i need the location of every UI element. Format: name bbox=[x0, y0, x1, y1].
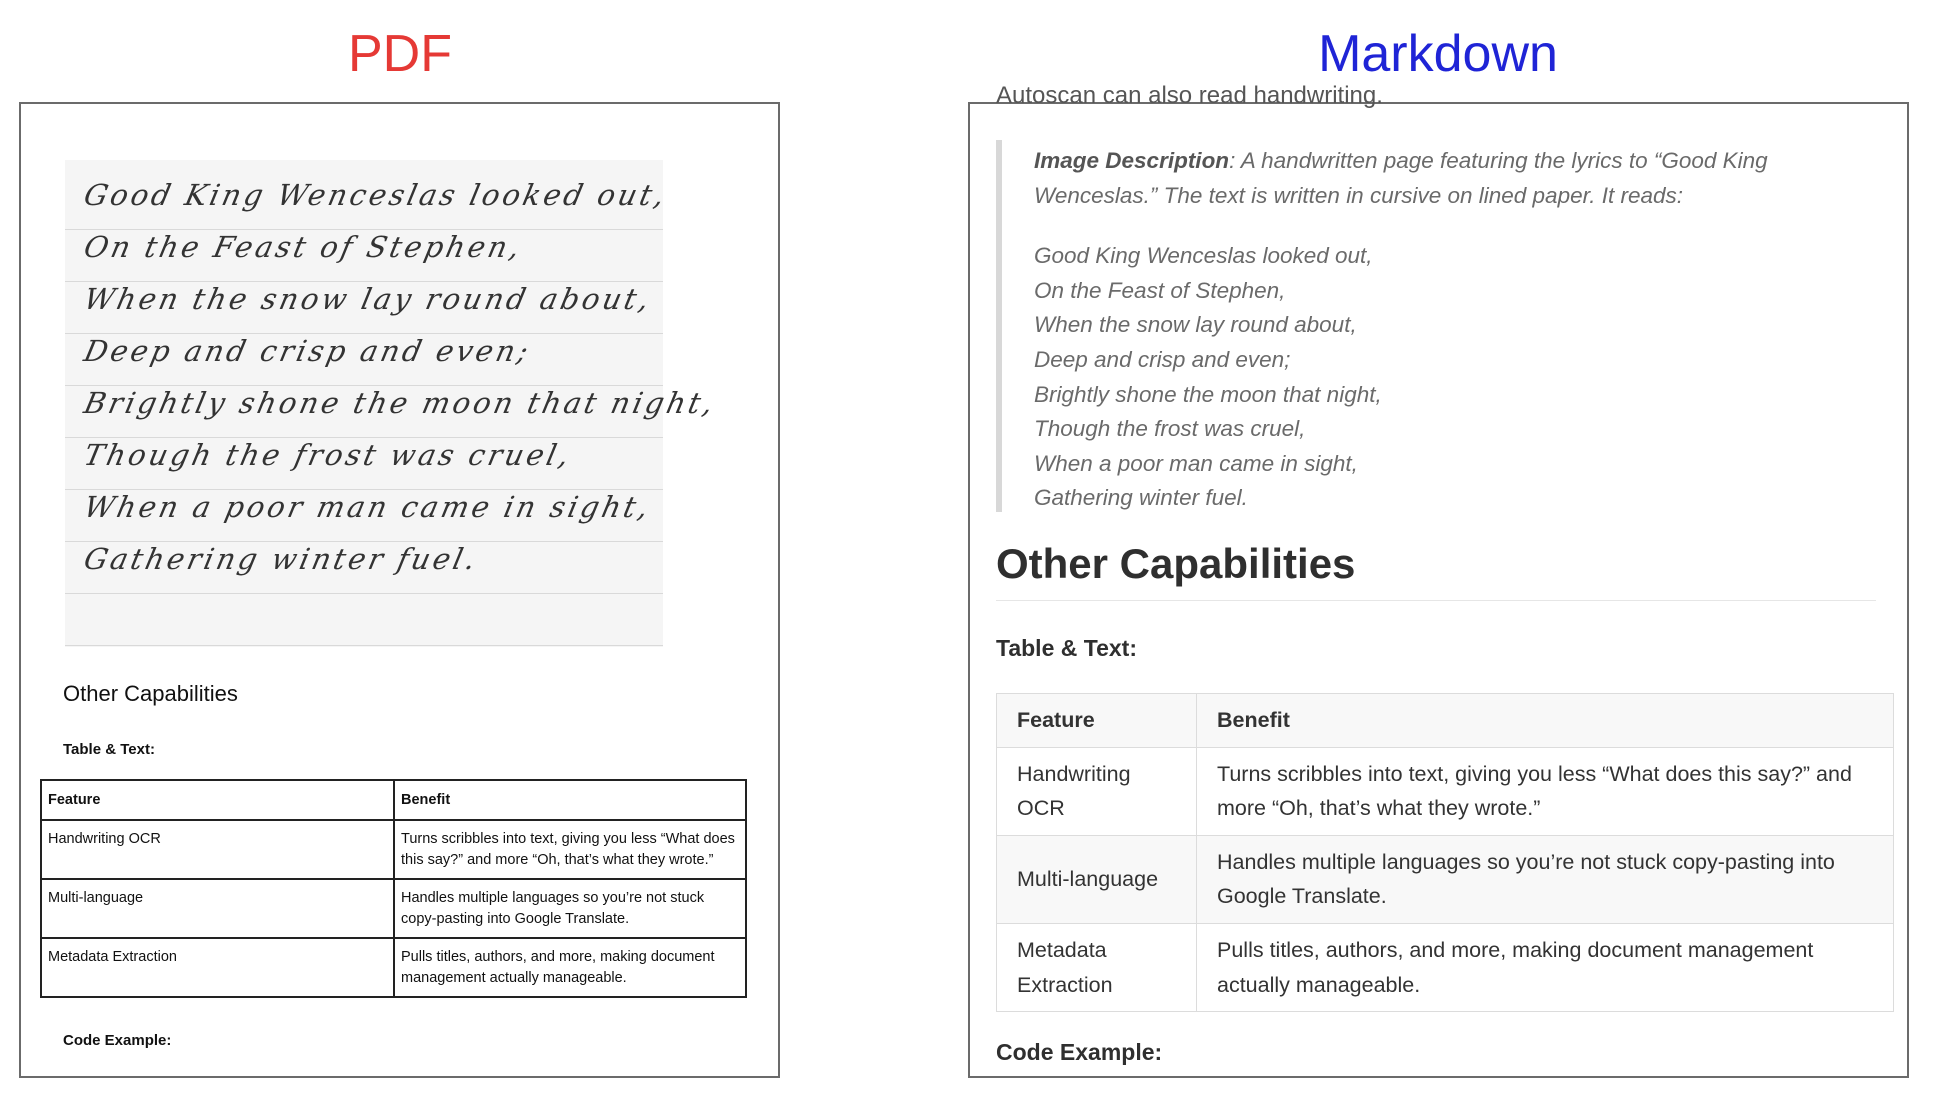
handwriting-line: Gathering winter fuel. bbox=[81, 542, 482, 576]
table-header-cell: Benefit bbox=[394, 780, 746, 820]
table-row bbox=[997, 747, 1894, 835]
poem-line: When a poor man came in sight, bbox=[1034, 450, 1358, 476]
poem-line: Brightly shone the moon that night, bbox=[1034, 381, 1382, 407]
pdf-table-title: Table & Text: bbox=[63, 741, 155, 758]
image-description-label: Image Description bbox=[1034, 148, 1230, 173]
markdown-panel bbox=[968, 82, 1909, 1078]
table-header-cell: Feature bbox=[997, 694, 1197, 748]
handwriting-line: When the snow lay round about, bbox=[81, 282, 656, 316]
table-row bbox=[997, 923, 1894, 1011]
table-cell: Pulls titles, authors, and more, making document management actually manageable. bbox=[1197, 923, 1894, 1011]
pdf-panel bbox=[19, 102, 780, 1078]
handwriting-line: Brightly shone the moon that night, bbox=[81, 386, 720, 420]
table-cell: Handles multiple languages so you’re not stuck copy-pasting into Google Translate. bbox=[394, 879, 746, 938]
table-cell: Handwriting OCR bbox=[41, 820, 394, 879]
markdown-section-title: Other Capabilities bbox=[996, 540, 1876, 601]
pdf-feature-table bbox=[40, 779, 747, 998]
poem-line: Though the frost was cruel, bbox=[1034, 416, 1306, 442]
table-cell: Multi-language bbox=[997, 835, 1197, 923]
markdown-heading: Markdown bbox=[1318, 25, 1558, 83]
image-description-text: : A handwritten page featuring the lyrics to “Good King Wenceslas.” The text is written in cursive on lined paper. It reads: bbox=[1034, 148, 1768, 208]
table-cell: Handles multiple languages so you’re not stuck copy-pasting into Google Translate. bbox=[1197, 835, 1894, 923]
image-description-blockquote bbox=[996, 140, 1876, 512]
table-header-cell: Benefit bbox=[1197, 694, 1894, 748]
table-cell: Multi-language bbox=[41, 879, 394, 938]
handwriting-line: On the Feast of Stephen, bbox=[81, 230, 526, 264]
markdown-feature-table bbox=[996, 693, 1894, 1012]
table-cell: Handwriting OCR bbox=[997, 747, 1197, 835]
table-header-cell: Feature bbox=[41, 780, 394, 820]
poem-line: Good King Wenceslas looked out, bbox=[1034, 243, 1373, 269]
table-cell: Pulls titles, authors, and more, making document management actually manageable. bbox=[394, 938, 746, 997]
table-row bbox=[41, 879, 746, 938]
markdown-table-title: Table & Text: bbox=[996, 635, 1137, 661]
handwritten-scan-image bbox=[65, 160, 720, 647]
handwriting-line: When a poor man came in sight, bbox=[81, 490, 655, 524]
table-row bbox=[41, 820, 746, 879]
pdf-section-title: Other Capabilities bbox=[63, 681, 238, 706]
table-cell: Turns scribbles into text, giving you less “What does this say?” and more “Oh, that’s what they wrote.” bbox=[1197, 747, 1894, 835]
markdown-code-title: Code Example: bbox=[996, 1039, 1163, 1065]
handwriting-line: Deep and crisp and even; bbox=[81, 334, 535, 368]
table-cell: Turns scribbles into text, giving you less “What does this say?” and more “Oh, that’s what they wrote.” bbox=[394, 820, 746, 879]
handwriting-line: Good King Wenceslas looked out, bbox=[81, 178, 671, 212]
poem-line: When the snow lay round about, bbox=[1034, 312, 1357, 338]
table-row bbox=[41, 938, 746, 997]
pdf-heading: PDF bbox=[348, 25, 452, 83]
table-header-row bbox=[41, 780, 746, 820]
handwriting-line: Though the frost was cruel, bbox=[81, 438, 576, 472]
poem-line: Deep and crisp and even; bbox=[1034, 346, 1291, 372]
image-description bbox=[1034, 140, 1876, 213]
pdf-code-title: Code Example: bbox=[63, 1032, 172, 1049]
poem-line: On the Feast of Stephen, bbox=[1034, 277, 1286, 303]
cut-off-paragraph: Autoscan can also read handwriting. bbox=[996, 82, 1383, 109]
poem-line: Gathering winter fuel. bbox=[1034, 485, 1248, 511]
table-header-row bbox=[997, 694, 1894, 748]
table-cell: Metadata Extraction bbox=[997, 923, 1197, 1011]
table-row bbox=[997, 835, 1894, 923]
table-cell: Metadata Extraction bbox=[41, 938, 394, 997]
